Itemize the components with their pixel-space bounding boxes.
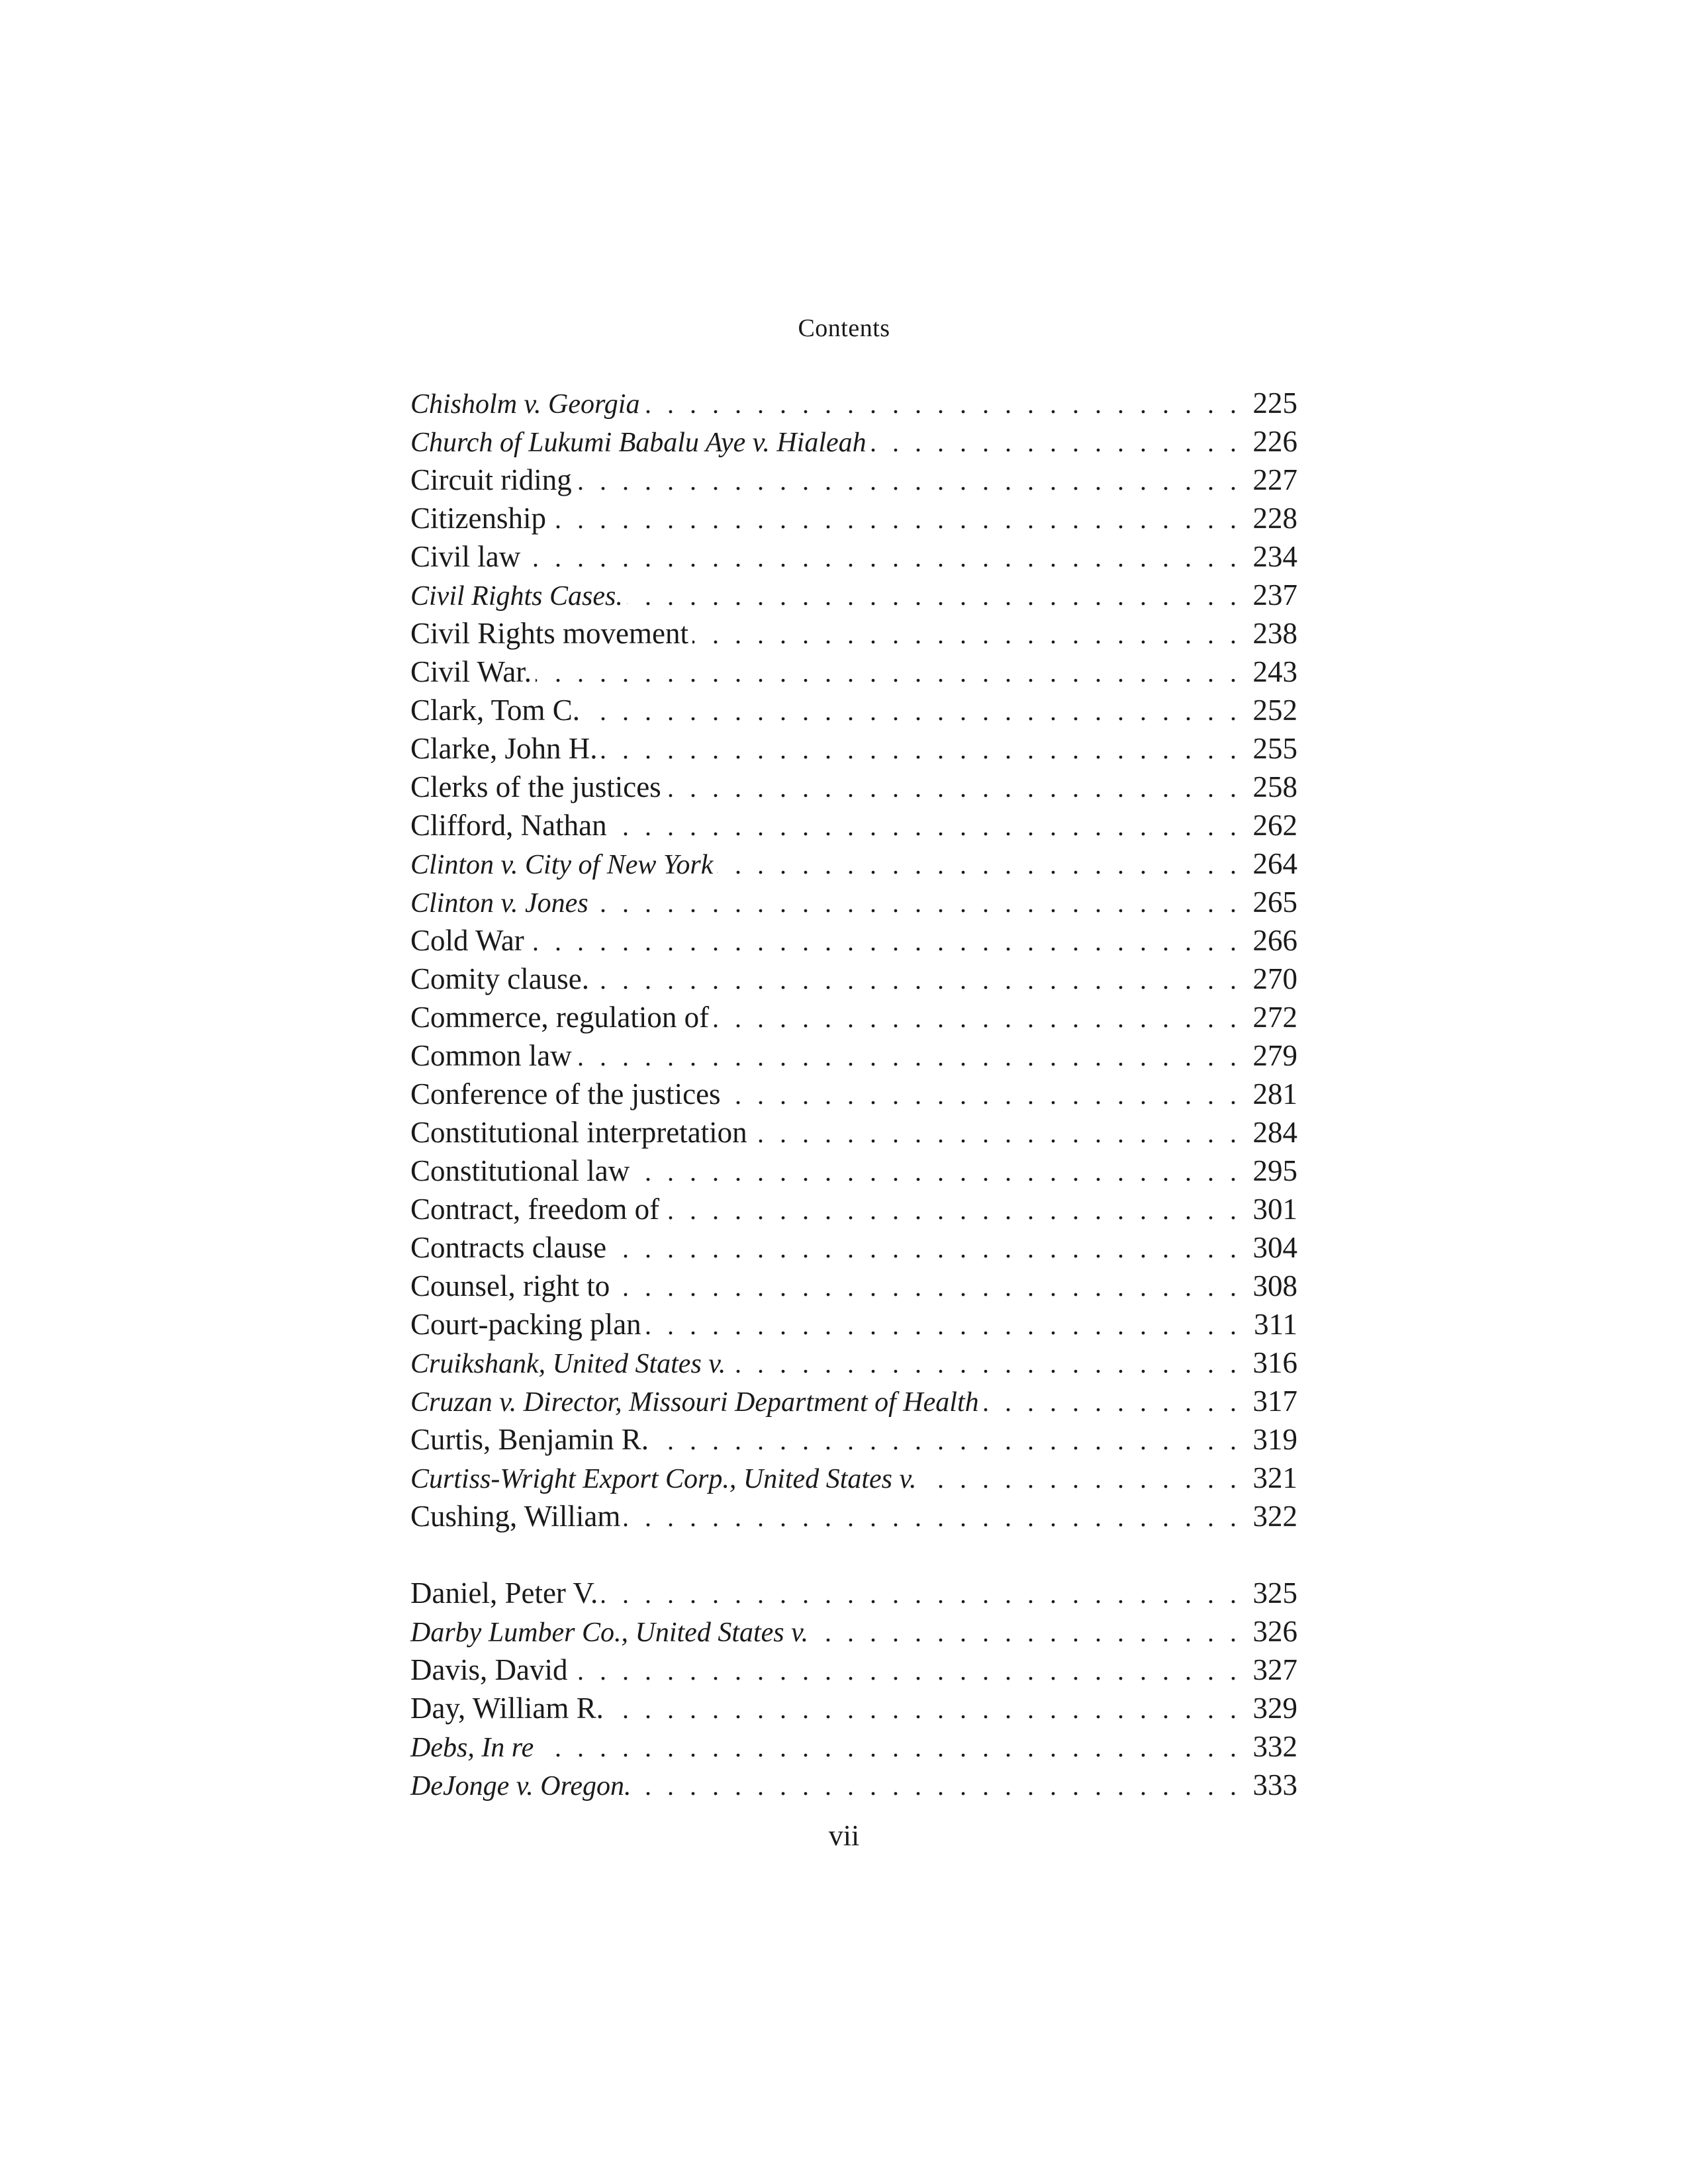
toc-entry-page: 317 xyxy=(1252,1385,1297,1418)
dot-leader xyxy=(635,1767,1237,1805)
dot-leader xyxy=(870,424,1237,462)
toc-entry-title: Curtiss-Wright Export Corp., United States v. xyxy=(410,1464,917,1494)
toc-entry[interactable] xyxy=(410,883,1297,921)
toc-entry-page: 265 xyxy=(1252,886,1297,919)
toc-entry[interactable] xyxy=(410,691,1297,729)
dot-leader xyxy=(665,769,1237,807)
toc-entry-title: Clinton v. Jones xyxy=(410,888,588,919)
toc-entry-page: 226 xyxy=(1252,425,1297,458)
toc-entry[interactable] xyxy=(410,576,1297,614)
toc-entry-title: Comity clause. xyxy=(410,962,589,995)
toc-entry-page: 243 xyxy=(1252,655,1297,688)
toc-entry[interactable] xyxy=(410,1113,1297,1152)
page-title: Contents xyxy=(798,314,890,342)
dot-leader xyxy=(713,999,1237,1038)
toc-entry[interactable] xyxy=(410,1651,1297,1689)
toc-entry-page: 319 xyxy=(1252,1423,1297,1456)
toc-entry[interactable] xyxy=(410,998,1297,1036)
toc-entry-page: 228 xyxy=(1252,502,1297,535)
dot-leader xyxy=(608,1690,1237,1729)
toc-entry-page: 326 xyxy=(1252,1615,1297,1648)
toc-entry[interactable] xyxy=(410,960,1297,998)
toc-entry-title: Court-packing plan xyxy=(410,1308,641,1341)
dot-leader xyxy=(692,615,1237,654)
toc-entry-title: Davis, David xyxy=(410,1653,568,1686)
toc-entry-page: 264 xyxy=(1252,847,1297,880)
toc-entry-page: 227 xyxy=(1252,463,1297,496)
toc-entry-title: Constitutional interpretation xyxy=(410,1116,747,1149)
dot-leader xyxy=(729,1345,1237,1383)
toc-entry-title: Daniel, Peter V. xyxy=(410,1576,598,1610)
toc-entry-page: 252 xyxy=(1252,694,1297,727)
toc-entry-title: Circuit riding xyxy=(410,463,572,496)
dot-leader xyxy=(624,1498,1237,1537)
dot-leader xyxy=(571,1652,1237,1690)
toc-entry-page: 262 xyxy=(1252,809,1297,842)
toc-entry-title: Clifford, Nathan xyxy=(410,809,607,842)
toc-entry-title: Cushing, William xyxy=(410,1500,621,1533)
toc-entry-title: Civil War. xyxy=(410,655,532,688)
toc-entry-page: 279 xyxy=(1252,1039,1297,1072)
toc-entry-page: 304 xyxy=(1252,1231,1297,1264)
toc-entry[interactable] xyxy=(410,844,1297,883)
toc-entry[interactable] xyxy=(410,614,1297,653)
dot-leader xyxy=(576,462,1237,500)
toc-entry-page: 329 xyxy=(1252,1692,1297,1725)
toc-entry-page: 332 xyxy=(1252,1730,1297,1763)
toc-entry-page: 270 xyxy=(1252,962,1297,995)
toc-entry[interactable] xyxy=(410,653,1297,691)
toc-entry[interactable] xyxy=(410,729,1297,768)
toc-entry-title: Church of Lukumi Babalu Aye v. Hialeah xyxy=(410,428,867,458)
toc-entry[interactable] xyxy=(410,461,1297,499)
toc-entry-title: Clarke, John H. xyxy=(410,732,598,765)
dot-leader xyxy=(611,807,1237,846)
dot-leader xyxy=(536,654,1237,692)
toc-entry[interactable] xyxy=(410,1343,1297,1382)
toc-entry-title: Cold War xyxy=(410,924,524,957)
dot-leader xyxy=(645,1306,1237,1345)
toc-entry-title: Curtis, Benjamin R. xyxy=(410,1423,649,1456)
toc-entry-page: 255 xyxy=(1252,732,1297,765)
toc-entry-title: Day, William R. xyxy=(410,1692,604,1725)
dot-leader xyxy=(528,923,1237,961)
dot-leader xyxy=(601,731,1237,769)
dot-leader xyxy=(550,500,1237,539)
toc-entry[interactable] xyxy=(410,1497,1297,1535)
toc-entry-page: 311 xyxy=(1254,1308,1297,1341)
toc-entry-page: 321 xyxy=(1252,1461,1297,1494)
toc-entry[interactable] xyxy=(410,768,1297,806)
toc-entry-page: 322 xyxy=(1252,1500,1297,1533)
dot-leader xyxy=(812,1614,1237,1652)
toc-entry-page: 225 xyxy=(1252,387,1297,420)
toc-entry-page: 272 xyxy=(1252,1001,1297,1034)
dot-leader xyxy=(653,1422,1237,1460)
dot-leader xyxy=(717,846,1237,884)
toc-entry[interactable] xyxy=(410,1036,1297,1075)
dot-leader xyxy=(627,577,1237,615)
dot-leader xyxy=(633,1153,1237,1191)
toc-entry-title: Conference of the justices xyxy=(410,1077,721,1111)
toc-entry-title: Citizenship xyxy=(410,502,546,535)
toc-section xyxy=(410,384,1297,1535)
table-of-contents xyxy=(410,384,1297,1804)
dot-leader xyxy=(584,692,1237,731)
toc-entry[interactable] xyxy=(410,1075,1297,1113)
dot-leader xyxy=(592,884,1237,923)
toc-entry-title: Darby Lumber Co., United States v. xyxy=(410,1617,809,1648)
toc-entry-page: 308 xyxy=(1252,1269,1297,1302)
toc-entry[interactable] xyxy=(410,1459,1297,1497)
toc-entry-title: Debs, In re xyxy=(410,1733,534,1763)
toc-entry-title: Commerce, regulation of xyxy=(410,1001,710,1034)
toc-entry-title: Chisholm v. Georgia xyxy=(410,389,640,420)
toc-entry-page: 333 xyxy=(1252,1768,1297,1801)
dot-leader xyxy=(643,385,1237,424)
toc-entry[interactable] xyxy=(410,384,1297,422)
toc-entry[interactable] xyxy=(410,1689,1297,1727)
toc-entry-title: Clerks of the justices xyxy=(410,770,661,803)
dot-leader xyxy=(751,1115,1237,1153)
toc-entry[interactable] xyxy=(410,1267,1297,1305)
toc-entry-page: 266 xyxy=(1252,924,1297,957)
dot-leader xyxy=(663,1191,1237,1230)
toc-entry[interactable] xyxy=(410,1574,1297,1612)
toc-entry-title: Clark, Tom C. xyxy=(410,694,581,727)
toc-entry[interactable] xyxy=(410,1612,1297,1651)
dot-leader xyxy=(610,1230,1237,1268)
toc-entry-title: Common law xyxy=(410,1039,572,1072)
toc-entry[interactable] xyxy=(410,921,1297,960)
page-number: vii xyxy=(828,1819,860,1852)
toc-entry[interactable] xyxy=(410,1305,1297,1343)
toc-entry-title: Contract, freedom of xyxy=(410,1193,660,1226)
toc-entry-page: 327 xyxy=(1252,1653,1297,1686)
toc-entry[interactable] xyxy=(410,1382,1297,1420)
toc-entry-page: 238 xyxy=(1252,617,1297,650)
dot-leader xyxy=(725,1076,1237,1115)
dot-leader xyxy=(602,1575,1237,1614)
toc-entry[interactable] xyxy=(410,1228,1297,1267)
toc-entry-title: Cruzan v. Director, Missouri Department of Health xyxy=(410,1387,979,1418)
toc-entry[interactable] xyxy=(410,1420,1297,1459)
dot-leader xyxy=(983,1383,1237,1422)
toc-entry-title: Cruikshank, United States v. xyxy=(410,1349,726,1379)
toc-entry[interactable] xyxy=(410,1152,1297,1190)
dot-leader xyxy=(921,1460,1237,1498)
toc-entry-title: Civil Rights Cases. xyxy=(410,581,623,612)
toc-entry-page: 325 xyxy=(1252,1576,1297,1610)
toc-entry[interactable] xyxy=(410,537,1297,576)
dot-leader xyxy=(593,961,1237,999)
toc-entry-page: 295 xyxy=(1252,1154,1297,1187)
toc-entry-page: 284 xyxy=(1252,1116,1297,1149)
toc-entry-title: Civil law xyxy=(410,540,521,573)
toc-entry-page: 234 xyxy=(1252,540,1297,573)
toc-entry[interactable] xyxy=(410,1190,1297,1228)
toc-entry-title: DeJonge v. Oregon. xyxy=(410,1771,632,1801)
toc-entry-title: Counsel, right to xyxy=(410,1269,610,1302)
toc-entry-title: Civil Rights movement xyxy=(410,617,689,650)
toc-entry-page: 301 xyxy=(1252,1193,1297,1226)
toc-entry-page: 258 xyxy=(1252,770,1297,803)
dot-leader xyxy=(538,1729,1237,1767)
toc-entry-page: 316 xyxy=(1252,1346,1297,1379)
toc-section xyxy=(410,1574,1297,1804)
dot-leader xyxy=(614,1268,1237,1306)
toc-entry[interactable] xyxy=(410,422,1297,461)
toc-entry-title: Constitutional law xyxy=(410,1154,630,1187)
toc-entry[interactable] xyxy=(410,499,1297,537)
dot-leader xyxy=(576,1038,1237,1076)
toc-entry[interactable] xyxy=(410,806,1297,844)
toc-entry[interactable] xyxy=(410,1766,1297,1804)
toc-entry-page: 237 xyxy=(1252,578,1297,612)
dot-leader xyxy=(524,539,1237,577)
toc-entry[interactable] xyxy=(410,1727,1297,1766)
toc-entry-title: Clinton v. City of New York xyxy=(410,850,714,880)
toc-entry-page: 281 xyxy=(1252,1077,1297,1111)
toc-entry-title: Contracts clause xyxy=(410,1231,607,1264)
